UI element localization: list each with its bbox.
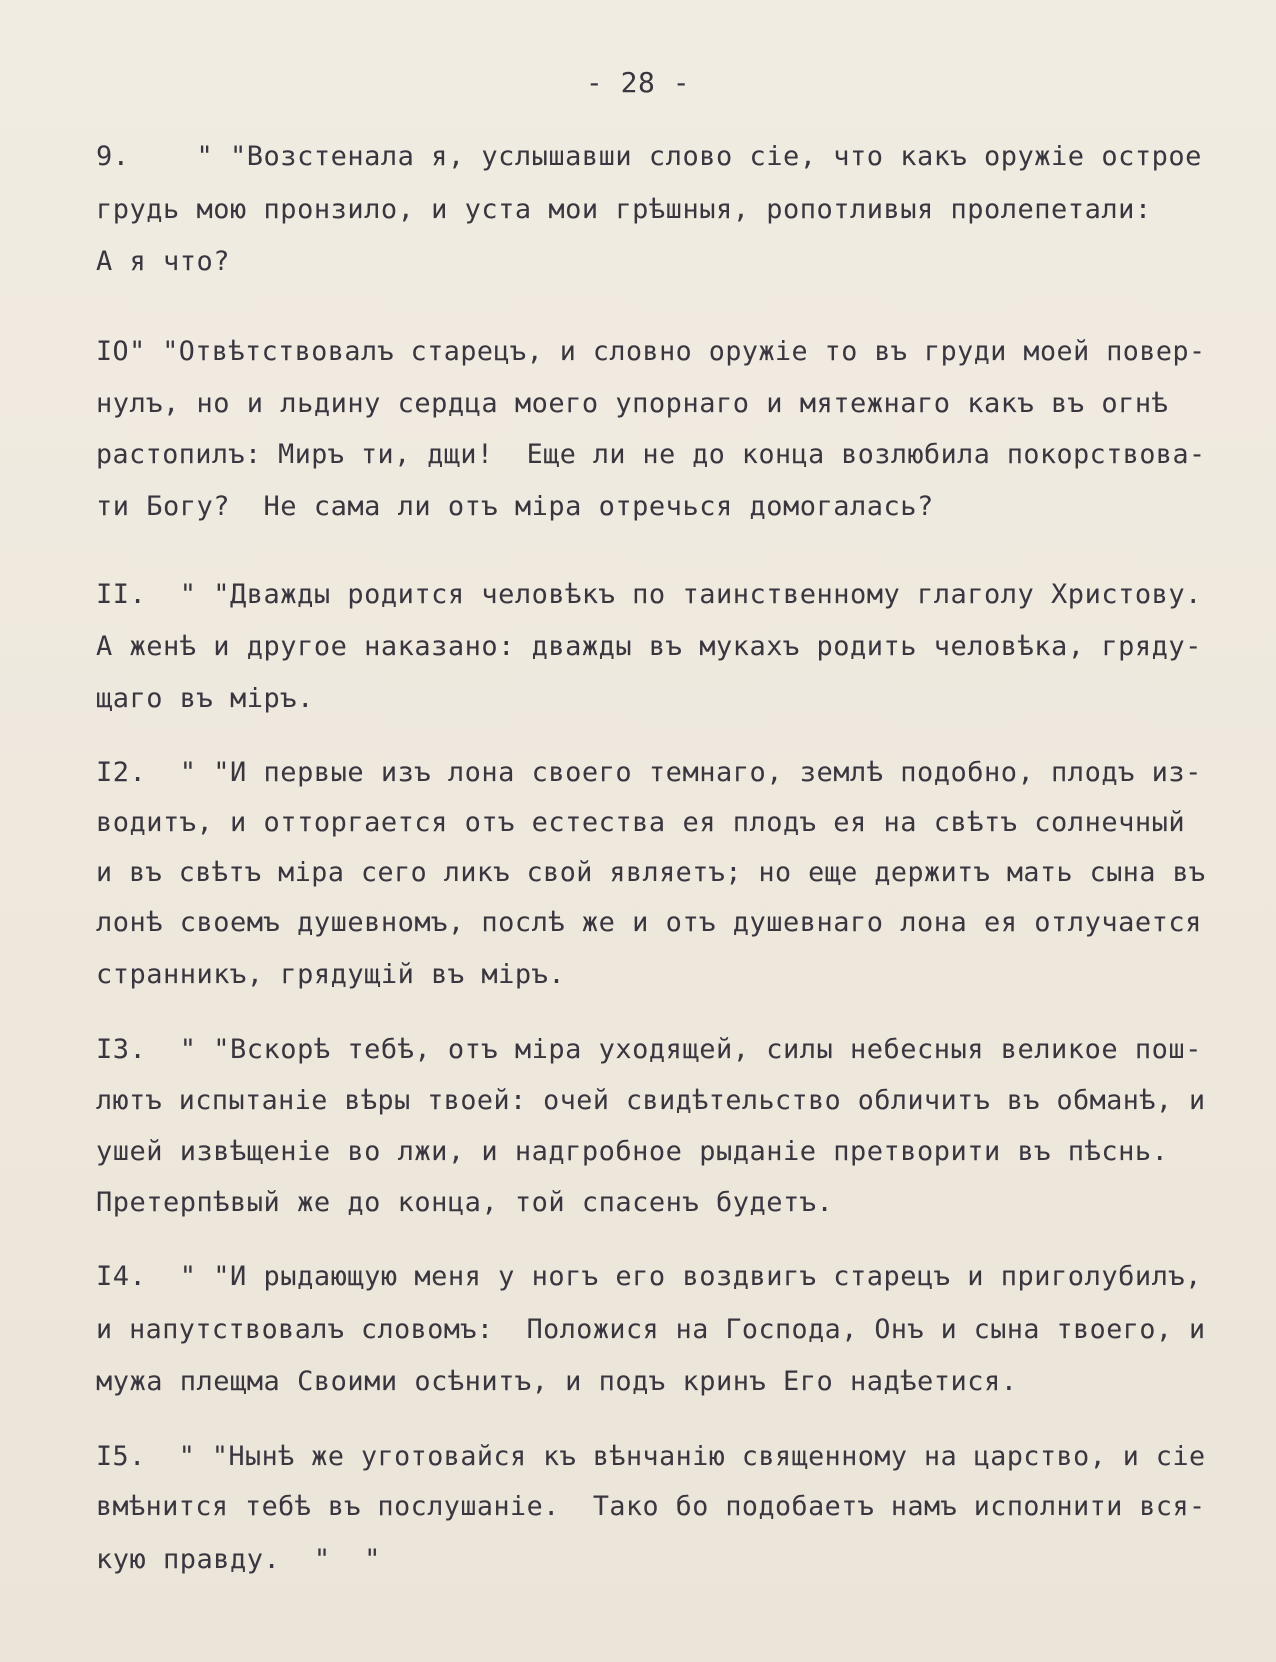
paragraph-10-line-1: IO" "Отвѣтствовалъ старецъ, и словно оружіе то въ груди моей повер- xyxy=(96,336,1206,367)
paragraph-11-line-2: А женѣ и другое наказано: дважды въ мукахъ родить человѣка, гряду- xyxy=(96,631,1202,662)
paragraph-14-line-1: I4. " "И рыдающую меня у ногъ его воздвигъ старецъ и приголубилъ, xyxy=(96,1261,1202,1292)
paragraph-14-line-3: мужа плещма Своими осѣнитъ, и подъ кринъ Его надѣетися. xyxy=(96,1366,1018,1397)
paragraph-10-line-3: растопилъ: Миръ ти, дщи! Еще ли не до конца возлюбила покорствова- xyxy=(96,439,1206,470)
paragraph-11-line-3: щаго въ міръ. xyxy=(96,683,314,714)
paragraph-13-line-4: Претерпѣвый же до конца, той спасенъ будетъ. xyxy=(96,1187,834,1218)
paragraph-12-line-3: и въ свѣтъ міра сего ликъ свой являетъ; но еще держитъ мать сына въ xyxy=(96,857,1206,888)
paragraph-12-line-2: водитъ, и отторгается отъ естества ея плодъ ея на свѣтъ солнечный xyxy=(96,807,1186,838)
paragraph-9-line-3: А я что? xyxy=(96,246,231,277)
paragraph-15-line-2: вмѣнится тебѣ въ послушаніе. Тако бо подобаетъ намъ исполнити вся- xyxy=(96,1491,1206,1522)
paragraph-12-line-4: лонѣ своемъ душевномъ, послѣ же и отъ душевнаго лона ея отлучается xyxy=(96,907,1202,938)
paragraph-9-line-2: грудь мою пронзило, и уста мои грѣшныя, ропотливыя пролепетали: xyxy=(96,194,1152,225)
paragraph-10-line-4: ти Богу? Не сама ли отъ міра отречься домогалась? xyxy=(96,491,934,522)
paragraph-9-line-1: 9. " "Возстенала я, услышавши слово сіе, что какъ оружіе острое xyxy=(96,141,1202,172)
paragraph-15-line-3: кую правду. " " xyxy=(96,1544,381,1575)
paragraph-13-line-1: I3. " "Вскорѣ тебѣ, отъ міра уходящей, силы небесныя великое пош- xyxy=(96,1034,1202,1065)
paragraph-12-line-5: странникъ, грядущій въ міръ. xyxy=(96,959,566,990)
paragraph-13-line-2: лютъ испытаніе вѣры твоей: очей свидѣтельство обличитъ въ обманѣ, и xyxy=(96,1085,1206,1116)
paragraph-13-line-3: ушей извѣщеніе во лжи, и надгробное рыданіе претворити въ пѣснь. xyxy=(96,1136,1169,1167)
page-number: - 28 - xyxy=(585,66,691,99)
paragraph-10-line-2: нулъ, но и льдину сердца моего упорнаго и мятежнаго какъ въ огнѣ xyxy=(96,388,1169,419)
paragraph-14-line-2: и напутствовалъ словомъ: Положися на Господа, Онъ и сына твоего, и xyxy=(96,1314,1206,1345)
paragraph-15-line-1: I5. " "Нынѣ же уготовайся къ вѣнчанію священному на царство, и сіе xyxy=(96,1441,1206,1472)
paragraph-12-line-1: I2. " "И первые изъ лона своего темнаго, землѣ подобно, плодъ из- xyxy=(96,757,1202,788)
paragraph-11-line-1: II. " "Дважды родится человѣкъ по таинственному глаголу Христову. xyxy=(96,579,1202,610)
